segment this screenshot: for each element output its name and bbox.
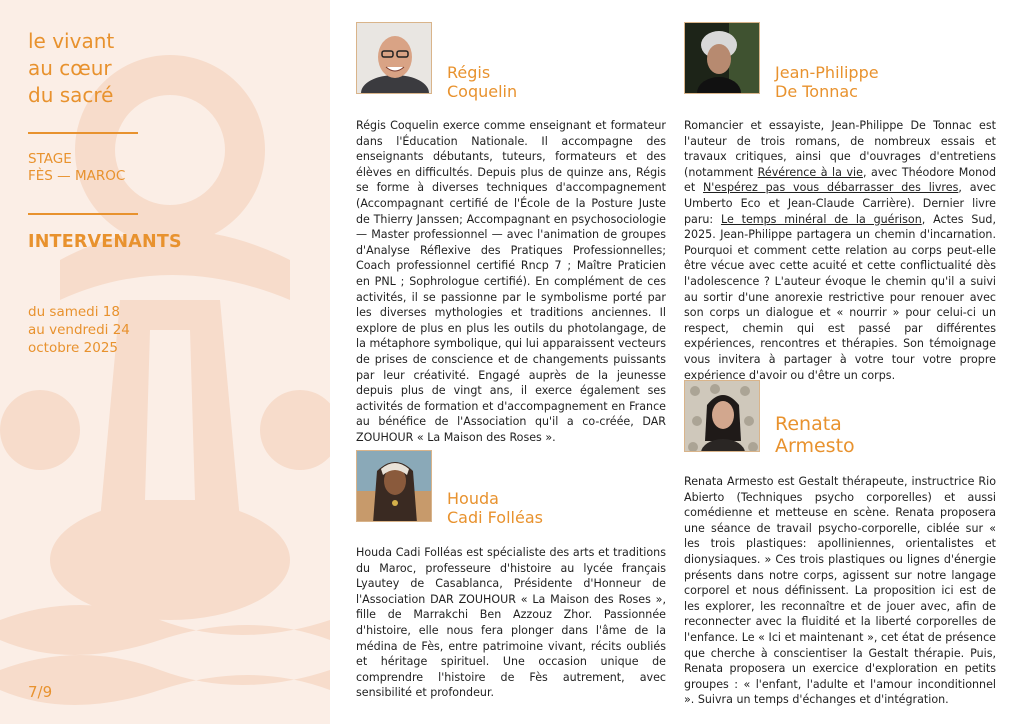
book-title-link: Le temps minéral de la guérison — [720, 212, 922, 226]
bio-renata: Renata Armesto est Gestalt thérapeute, instructrice Rio Abierto (Techniques psycho corporelles) et aussi comédienne et metteuse en scène. Renata proposera une séance de travail psycho-corporelle, ciblée sur « les trois plastiques: apolliniennes, orientalistes et dionysiaques. » Ces trois plastiques ou lignes d'énergie présents dans notre corps, agissent sur notre langage corporel et nous définissent. La proposition ici est de les explorer, les reconnaître et de jouer avec, afin de reconnecter avec la fluidité et la liberté corporelles de l'enfance. Le « Ici et maintenant », cet état de présence que cherche à conscientiser la Gestalt thérapie. Puis, Renata proposera un exercice d'exploration en petits groupes : « l'enfant, l'adulte et l'amour inconditionnel ». Suivra un temps d'échanges et d'intégration. — [684, 475, 996, 707]
first-name: Houda — [447, 489, 499, 508]
stage-location — [28, 151, 125, 185]
location-label: FÈS — MAROC — [28, 168, 126, 184]
book-title-link: Révérence à la vie — [757, 165, 863, 179]
last-name: De Tonnac — [775, 82, 858, 101]
speaker-name-jean-philippe — [775, 63, 879, 101]
book-title-link: N'espérez pas vous débarrasser des livres — [703, 181, 959, 195]
first-name: Régis — [447, 63, 491, 82]
date-line: au vendredi 24 — [28, 322, 130, 338]
sidebar-panel — [0, 0, 330, 724]
bio-text: Romancier et essayiste, Jean-Philippe De Tonnac est l'auteur de trois romans, de nombreux essais et travaux critiques, ainsi que d'ouvrages d'entretiens (notamment — [684, 119, 996, 179]
portrait-regis-coquelin — [356, 22, 432, 94]
first-name: Jean-Philippe — [775, 63, 879, 82]
stage-label: STAGE — [28, 151, 72, 167]
portrait-houda-cadi-folleas — [356, 450, 432, 522]
speaker-name-regis — [447, 63, 517, 101]
first-name: Renata — [775, 413, 842, 435]
section-heading: INTERVENANTS — [28, 232, 182, 252]
event-title — [28, 28, 114, 109]
divider — [28, 132, 138, 134]
bio-text: , avec Umberto Eco et Jean-Claude Carrière). Dernier livre paru: — [684, 181, 996, 226]
bio-text: , avec Théodore Monod et — [684, 165, 996, 195]
title-line: du sacré — [28, 83, 114, 107]
last-name: Cadi Folléas — [447, 508, 543, 527]
date-line: du samedi 18 — [28, 304, 120, 320]
divider — [28, 213, 138, 215]
title-line: au cœur — [28, 56, 112, 80]
speaker-name-houda — [447, 489, 543, 527]
bio-regis: Régis Coquelin exerce comme enseignant et formateur dans l'Éducation Nationale. Il accompagne des enseignants débutants, tuteurs, formateurs et des élèves en difficultés. Depuis plus de quinze ans, Régis se forme à diverses techniques d'accompagnement (Accompagnant certifié de l'École de la Posture Juste de Thierry Janssen; Accompagnant en psychosociologie — Master professionnel — avec l'animation de groupes d'Analyse Réflexive des Pratiques Professionnelles; Coach professionnel certifié Rncp 7 ; Maître Praticien en PNL ; Sophrologue certifié). En complément de ces activités, il se passionne par le symbolisme porté par les diverses mythologies et traditions anciennes. Il explore de plus en plus les outils du photolangage, de la métaphore symbolique, qui lui apparaissent vecteurs de prises de conscience et de changements puissants par leur créativité. Engagé auprès de la jeunesse depuis plus de vingt ans, il exerce également ses activités de formation et d'accompagnement en France au bénéfice de l'Association qu'il a co-créée, DAR ZOUHOUR « La Maison des Roses ». — [356, 119, 666, 444]
title-line: le vivant — [28, 29, 115, 53]
portrait-renata-armesto — [684, 380, 760, 452]
portrait-jean-philippe-de-tonnac — [684, 22, 760, 94]
event-dates — [28, 303, 130, 357]
bio-jean-philippe — [684, 118, 996, 383]
speaker-name-renata — [775, 413, 855, 457]
last-name: Coquelin — [447, 82, 518, 101]
page-number: 7/9 — [28, 683, 53, 701]
bio-text: , Actes Sud, 2025. Jean-Philippe partagera un chemin d'incarnation. Pourquoi et comment cette relation au corps peut-elle être vécue avec cette acuité et cette conflictualité dès l'adolescence ? L'auteur évoque le chemin qu'il a suivi au sortir d'une anorexie restrictive pour renouer avec son corps un dialogue et « nourrir » pour celui-ci un respect, chemin qui est passé par différentes expériences, rencontres et thérapies. Son témoignage vous invitera à partager à votre tour votre propre expérience d'avoir ou d'être un corps. — [684, 212, 996, 382]
bio-houda: Houda Cadi Folléas est spécialiste des arts et traditions du Maroc, professeure d'histoire au lycée français Lyautey de Casablanca, Présidente d'Honneur de l'Association DAR ZOUHOUR « La Maison des Roses », fille de Marrakchi Ben Azzouz Zhor. Passionnée d'histoire, elle nous fera plonger dans l'âme de la médina de Fès, entre patrimoine vivant, récits oubliés et héritage spirituel. Une occasion unique de comprendre l'histoire de Fès autrement, avec sensibilité et profondeur. — [356, 546, 666, 700]
date-line: octobre 2025 — [28, 340, 119, 356]
last-name: Armesto — [775, 435, 855, 457]
